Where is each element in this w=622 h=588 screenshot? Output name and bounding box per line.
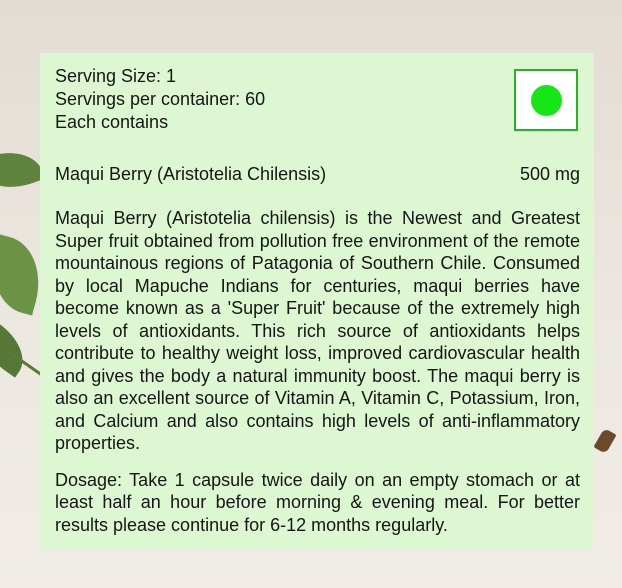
dosage-instructions: Dosage: Take 1 capsule twice daily on an empty stomach or at least half an hour before morning & evening meal. For better results please continue for 6-12 months regularly. bbox=[55, 469, 580, 535]
vegetarian-mark-icon bbox=[514, 69, 578, 131]
ingredient-amount: 500 mg bbox=[519, 164, 580, 184]
ingredient-row bbox=[55, 162, 580, 186]
supplement-label-card bbox=[40, 53, 594, 550]
background-leaf bbox=[0, 141, 45, 199]
serving-size: Serving Size: 1 bbox=[55, 66, 177, 86]
product-description: Maqui Berry (Aristotelia chilensis) is the Newest and Greatest Super fruit obtained from pollution free environment of the remote mountainous regions of Patagonia of Southern Chile. Consumed by local Mapuche Indians for centuries, maqui berries have become known as a 'Super Fruit' because of the extremely high levels of antioxidants. This rich source of antioxidants helps contribute to healthy weight loss, improved cardiovascular health and gives the body a natural immunity boost. The maqui berry is also an excellent source of Vitamin A, Vitamin C, Potassium, Iron, and Calcium and also contains high levels of anti-inflammatory properties. bbox=[55, 208, 580, 453]
background-twig bbox=[593, 428, 616, 454]
ingredient-name: Maqui Berry (Aristotelia Chilensis) bbox=[55, 164, 327, 184]
serving-info bbox=[55, 65, 580, 134]
each-contains: Each contains bbox=[55, 112, 169, 132]
vegetarian-dot bbox=[531, 85, 562, 116]
servings-per-container: Servings per container: 60 bbox=[55, 89, 266, 109]
